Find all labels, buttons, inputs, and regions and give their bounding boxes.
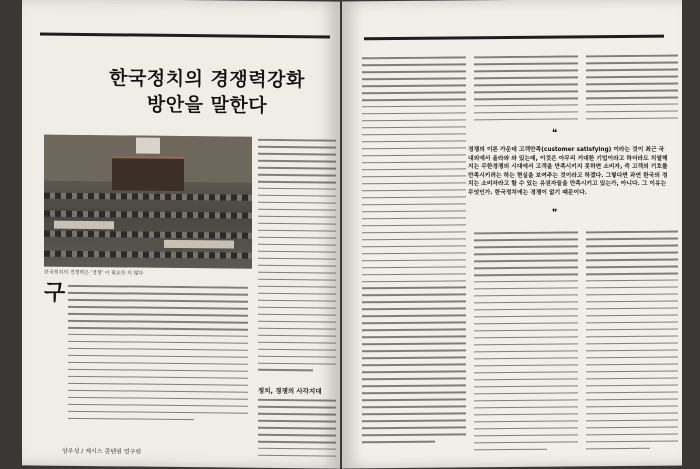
photo-desk: [164, 240, 234, 249]
section-subhead: 정치, 경쟁의 사각지대: [258, 386, 322, 396]
headline-line-1: 한국정치의 경쟁력강화: [109, 67, 305, 92]
photo-caption: 한국정치의 경쟁력은 '경쟁' 이 필요한 의 많다: [44, 269, 144, 277]
quote-open-icon: ❝: [552, 128, 558, 139]
photo-podium: [112, 155, 184, 191]
photo-flag: [136, 138, 160, 154]
right-body-column-b: [474, 231, 578, 462]
top-rule: [364, 35, 664, 41]
photo-seat-row: [44, 251, 252, 259]
quote-close-icon: ❞: [552, 208, 558, 219]
right-body-column-a: [362, 56, 466, 461]
left-body-column-b: [258, 139, 336, 384]
right-body-column-c: [586, 231, 678, 462]
photo-desk: [54, 221, 114, 230]
article-headline: [82, 65, 332, 120]
right-body-column-c-top: [586, 55, 678, 130]
left-body-column-a: [68, 285, 248, 437]
pull-quote: 경쟁의 이론 가운데 고객만족(customer satisfying) 이라는 것이 최근 국내외에서 올라와 와 있는데, 이것은 아무리 거대한 기업이라고 하더라도 치열해지는 무한경쟁의 시대에서 고객을 만족시키지 못하면 소비자, 즉 고객의 기호를 만족시키려는 하는 현실을 보여주는 것이라고 하겠다. 그렇다면 과연 한국의 정치는 소비자라고 할 수 있는 유권자들을 만족시키고 있는가, 아니다. 그 이유는 무엇인가. 한국정치에는 경쟁이 없기 때문이다.: [468, 147, 668, 196]
left-body-column-c: [258, 399, 336, 464]
photo-seat-row: [44, 231, 252, 239]
right-body-column-b-top: [474, 55, 578, 130]
right-page: [342, 0, 682, 468]
assembly-photo: [44, 135, 252, 269]
drop-cap: 구: [44, 280, 66, 306]
author-byline: 양우성 / 제시스 콘텐원 연구원: [62, 447, 142, 456]
left-page: [22, 0, 340, 469]
top-rule: [40, 33, 330, 39]
photo-seat-row: [44, 193, 252, 201]
headline-line-2: 방안을 말한다: [146, 93, 268, 117]
photo-seat-row: [44, 211, 252, 219]
